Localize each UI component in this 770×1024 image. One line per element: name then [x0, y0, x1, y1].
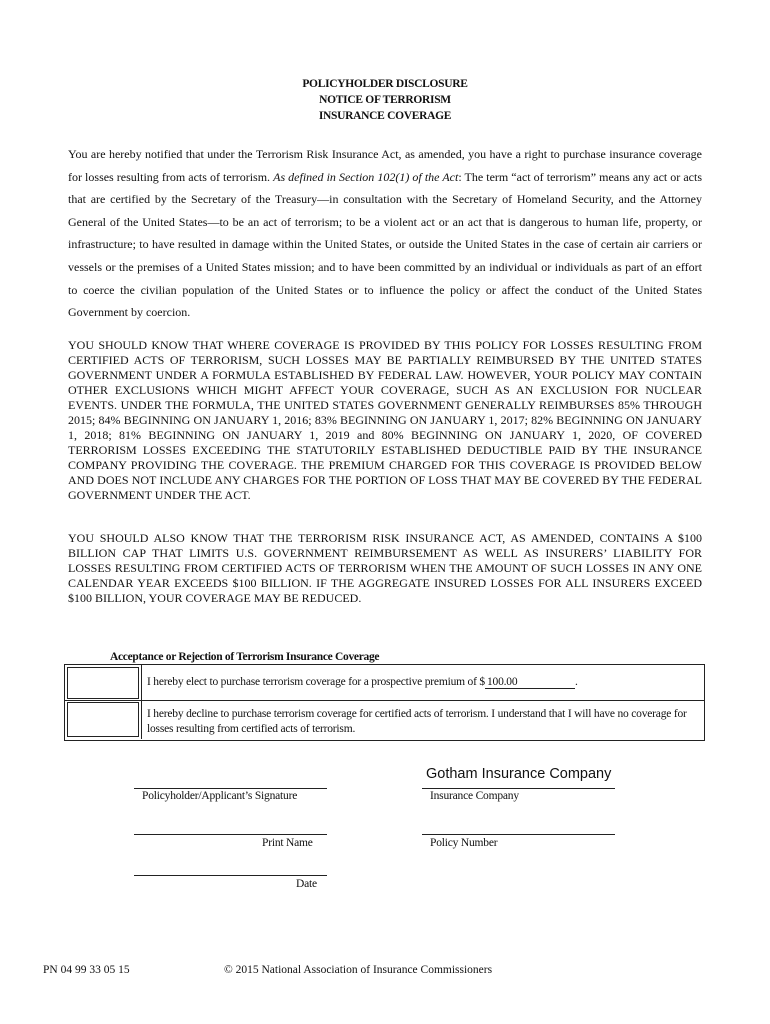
intro-paragraph: [68, 143, 702, 324]
signature-label: Policyholder/Applicant’s Signature: [142, 790, 298, 802]
policy-number-line[interactable]: [422, 834, 615, 835]
row-divider: [141, 665, 142, 700]
cap-notice: YOU SHOULD ALSO KNOW THAT THE TERRORISM RISK INSURANCE ACT, AS AMENDED, CONTAINS A $100 BILLION CAP THAT LIMITS U.S. GOVERNMENT REIMBURSEMENT AS WELL AS INSURERS’ LIABILITY FOR LOSSES RESULTING FROM CERTIFIED ACTS OF TERRORISM WHEN THE AMOUNT OF SUCH LOSSES IN ANY ONE CALENDAR YEAR EXCEEDS $100 BILLION. IF THE AGGREGATE INSURED LOSSES FOR ALL INSURERS EXCEED $100 BILLION, YOUR COVERAGE MAY BE REDUCED.: [68, 531, 702, 605]
accept-coverage-text: [147, 675, 578, 690]
decline-coverage-text: I hereby decline to purchase terrorism coverage for certified acts of terrorism. I understand that I will have no coverage for losses resulting from certified acts of terrorism.: [147, 708, 687, 735]
intro-definition-reference: As defined in Section 102(1) of the Act: [273, 169, 459, 184]
title-line-1: POLICYHOLDER DISCLOSURE: [302, 78, 468, 90]
premium-field[interactable]: 100.00: [485, 676, 575, 689]
option-accept-row: [65, 665, 704, 701]
insurance-company-line: [422, 788, 615, 789]
insurance-company-value[interactable]: Gotham Insurance Company: [426, 766, 612, 782]
intro-definition-text: : The term “act of terrorism” means any act or acts that are certified by the Secretary of the Treasury—in consultation with the Secretary of Homeland Security, and the Attorney General of the United States—to be an act of terrorism; to be a violent act or an act that is dangerous to human life, property, or infrastructure; to have resulted in damage within the United States, or outside the United States in the case of certain air carriers or vessels or the premises of a United States mission; and to have been committed by an individual or individuals as part of an effort to coerce the civilian population of the United States or to influence the policy or affect the conduct of the United States Government by coercion.: [68, 169, 703, 320]
accept-coverage-period: .: [574, 676, 578, 688]
document-title: [0, 76, 770, 124]
accept-coverage-checkbox[interactable]: [67, 667, 139, 699]
date-line[interactable]: [134, 875, 327, 876]
date-label: Date: [296, 878, 317, 890]
print-name-label: Print Name: [262, 837, 313, 849]
form-number: PN 04 99 33 05 15: [43, 964, 130, 976]
title-line-2: NOTICE OF TERRORISM: [319, 94, 451, 106]
copyright-notice: © 2015 National Association of Insurance Commissioners: [224, 964, 493, 976]
print-name-line[interactable]: [134, 834, 327, 835]
insurance-company-label: Insurance Company: [430, 790, 519, 802]
policy-number-label: Policy Number: [430, 837, 498, 849]
row-divider: [141, 701, 142, 739]
reimbursement-notice: YOU SHOULD KNOW THAT WHERE COVERAGE IS PROVIDED BY THIS POLICY FOR LOSSES RESULTING FROM CERTIFIED ACTS OF TERRORISM, SUCH LOSSES MAY BE PARTIALLY REIMBURSED BY THE UNITED STATES GOVERNMENT UNDER A FORMULA ESTABLISHED BY FEDERAL LAW. HOWEVER, YOUR POLICY MAY CONTAIN OTHER EXCLUSIONS WHICH MIGHT AFFECT YOUR COVERAGE, SUCH AS AN EXCLUSION FOR NUCLEAR EVENTS. UNDER THE FORMULA, THE UNITED STATES GOVERNMENT GENERALLY REIMBURSES 85% THROUGH 2015; 84% BEGINNING ON JANUARY 1, 2016; 83% BEGINNING ON JANUARY 1, 2017; 82% BEGINNING ON JANUARY 1, 2018; 81% BEGINNING ON JANUARY 1, 2019 and 80% BEGINNING ON JANUARY 1, 2020, OF COVERED TERRORISM LOSSES EXCEEDING THE STATUTORILY ESTABLISHED DEDUCTIBLE PAID BY THE INSURANCE COMPANY PROVIDING THE COVERAGE. THE PREMIUM CHARGED FOR THIS COVERAGE IS PROVIDED BELOW AND DOES NOT INCLUDE ANY CHARGES FOR THE PORTION OF LOSS THAT MAY BE COVERED BY THE FEDERAL GOVERNMENT UNDER THE ACT.: [68, 338, 702, 502]
title-line-3: INSURANCE COVERAGE: [318, 110, 452, 122]
coverage-options-table: [64, 665, 705, 741]
decline-coverage-checkbox[interactable]: [67, 702, 139, 737]
option-decline-row: [65, 701, 704, 739]
accept-coverage-label: I hereby elect to purchase terrorism coverage for a prospective premium of $: [147, 676, 485, 688]
signature-line[interactable]: [134, 788, 327, 789]
acceptance-heading: Acceptance or Rejection of Terrorism Insurance Coverage: [110, 651, 380, 663]
intro-text: You are hereby notified that under the Terrorism Risk Insurance Act, as amended, you have a right to purchase insurance coverage for losses resulting from acts of terrorism.: [68, 147, 702, 184]
